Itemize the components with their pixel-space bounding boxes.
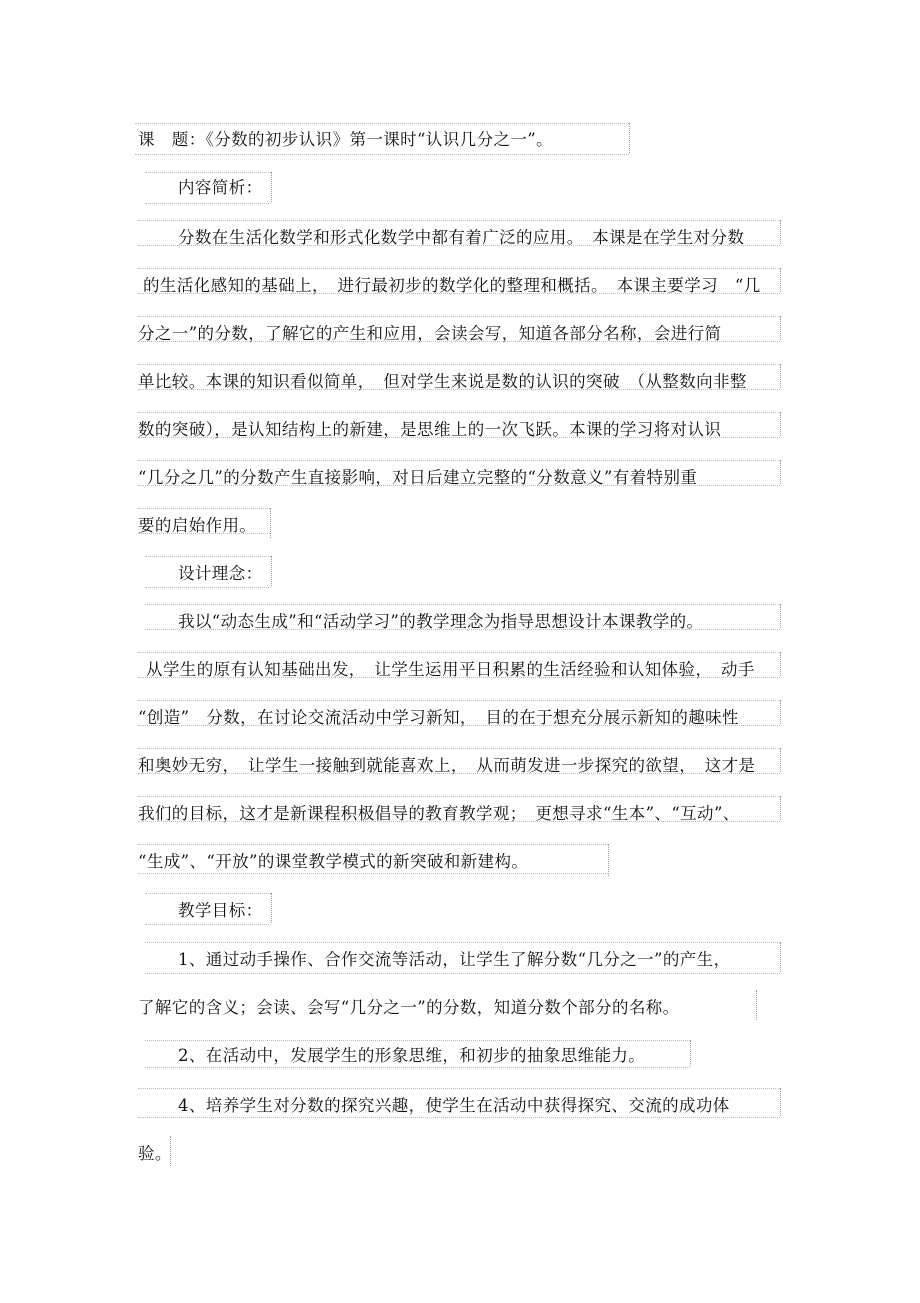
frame-edge bbox=[780, 604, 781, 628]
frame-edge bbox=[756, 990, 757, 1020]
paragraph-line: “生成”、“开放”的课堂教学模式的新突破和新建构。 bbox=[138, 852, 529, 871]
paragraph-line: 从学生的原有认知基础出发， 让学生运用平日积累的生活经验和认知体验， 动手 bbox=[146, 660, 755, 679]
frame-edge bbox=[780, 652, 781, 676]
goal-item: 验。 bbox=[138, 1144, 172, 1163]
frame-edge bbox=[780, 796, 781, 820]
frame-edge bbox=[780, 268, 781, 292]
frame-edge bbox=[780, 412, 781, 436]
frame-edge bbox=[271, 893, 272, 923]
section-heading-design-concept: 设计理念： bbox=[178, 564, 263, 583]
frame-edge bbox=[780, 364, 781, 388]
lesson-title: 课 题：《分数的初步认识》第一课时“认识几分之一”。 bbox=[138, 130, 554, 149]
paragraph-line: 分之一”的分数，了解它的产生和应用，会读会写，知道各部分名称，会进行简 bbox=[138, 324, 722, 343]
paragraph-line: 要的启始作用。 bbox=[138, 516, 257, 535]
goal-item: 1、通过动手操作、合作交流等活动，让学生了解分数“几分之一”的产生， bbox=[178, 950, 731, 969]
frame-edge bbox=[780, 316, 781, 340]
frame-edge bbox=[690, 1040, 691, 1066]
paragraph-line: 分数在生活化数学和形式化数学中都有着广泛的应用。 本课是在学生对分数 bbox=[178, 228, 745, 247]
paragraph-line: 我以“动态生成”和“活动学习”的教学理念为指导思想设计本课教学的。 bbox=[178, 612, 704, 631]
paragraph-line: “创造” 分数，在讨论交流活动中学习新知， 目的在于想充分展示新知的趣味性 bbox=[138, 708, 739, 727]
frame-edge bbox=[270, 508, 271, 538]
frame-edge bbox=[271, 172, 272, 202]
frame-edge bbox=[780, 220, 781, 244]
paragraph-line: 我们的目标，这才是新课程积极倡导的教育教学观； 更想寻求“生本”、“互动”、 bbox=[138, 804, 740, 823]
frame-edge bbox=[780, 1088, 781, 1116]
goal-item: 4、培养学生对分数的探究兴趣，使学生在活动中获得探究、交流的成功体 bbox=[178, 1096, 730, 1115]
frame-edge bbox=[780, 748, 781, 772]
paragraph-line: 单比较。本课的知识看似简单， 但对学生来说是数的认识的突破 （从整数向非整 bbox=[138, 372, 747, 391]
section-heading-content-analysis: 内容简析： bbox=[178, 178, 263, 197]
goal-item: 了解它的含义；会读、会写“几分之一”的分数，知道分数个部分的名称。 bbox=[138, 998, 680, 1017]
frame-edge bbox=[629, 123, 630, 153]
frame-edge bbox=[780, 942, 781, 972]
paragraph-line: 的生活化感知的基础上， 进行最初步的数学化的整理和概括。 本课主要学习 “几 bbox=[143, 276, 761, 295]
paragraph-line: “几分之几”的分数产生直接影响，对日后建立完整的“分数意义”有着特别重 bbox=[138, 468, 698, 487]
frame-edge bbox=[780, 460, 781, 484]
frame-edge bbox=[608, 844, 609, 876]
paragraph-line: 和奥妙无穷， 让学生一接触到就能喜欢上， 从而萌发进一步探究的欲望， 这才是 bbox=[138, 756, 756, 775]
paragraph-line: 数的突破），是认知结构上的新建，是思维上的一次飞跃。本课的学习将对认识 bbox=[138, 420, 722, 439]
frame-edge bbox=[271, 556, 272, 586]
section-heading-teaching-goals: 教学目标： bbox=[178, 901, 263, 920]
goal-item: 2、在活动中，发展学生的形象思维，和初步的抽象思维能力。 bbox=[178, 1046, 646, 1065]
frame-edge bbox=[780, 700, 781, 724]
